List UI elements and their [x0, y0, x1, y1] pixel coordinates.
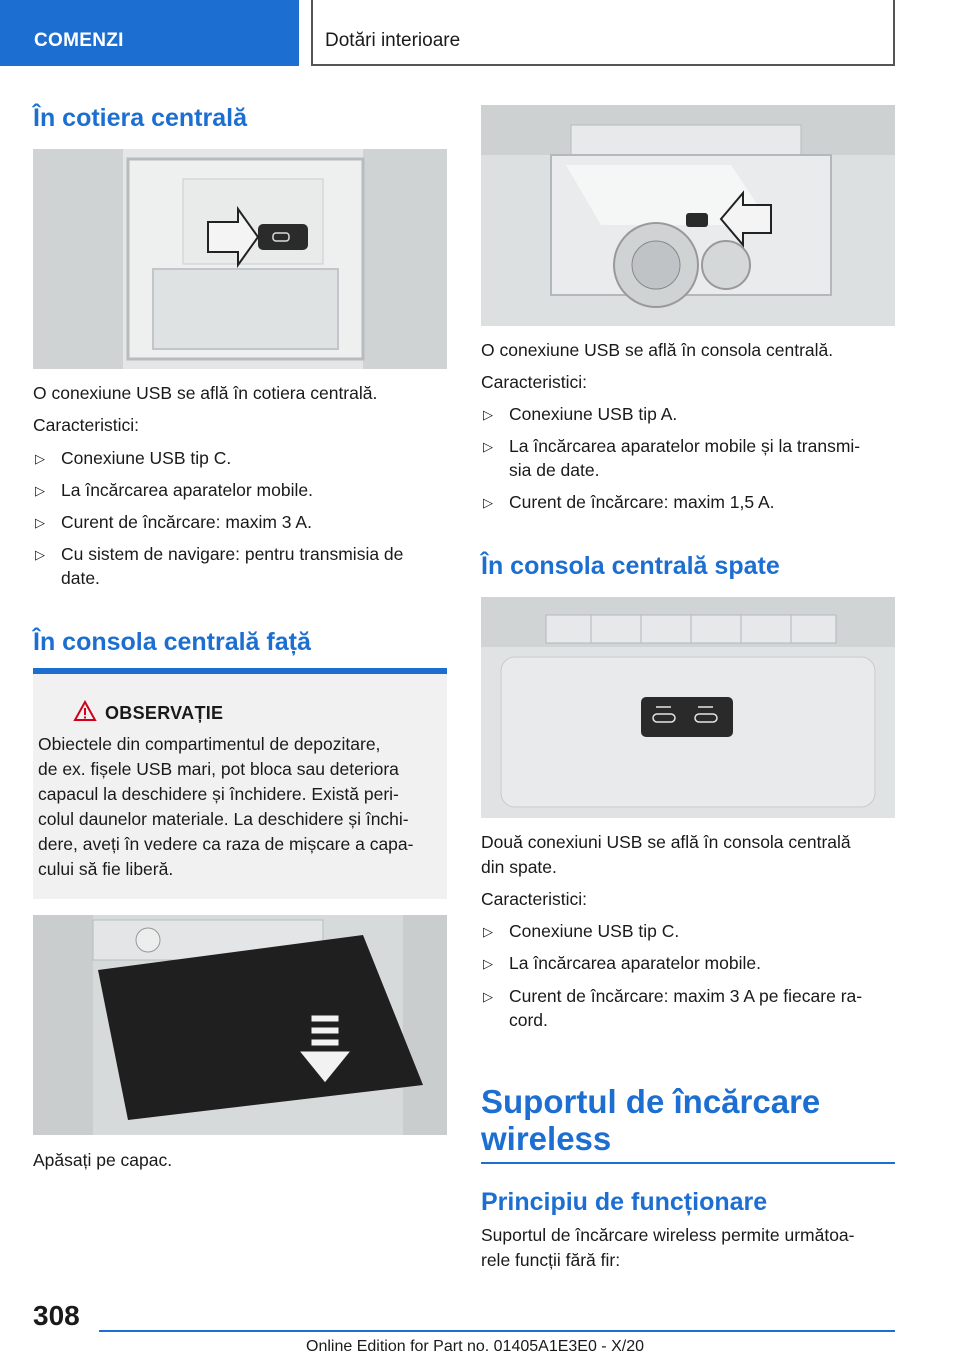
warning-title: OBSERVAȚIE	[105, 703, 224, 723]
list-item: ▷ Curent de încărcare: maxim 3 A pe fiecare ra-	[481, 984, 862, 1009]
rear-console-caption-line2: din spate.	[481, 857, 557, 877]
bullet-icon: ▷	[483, 924, 493, 939]
list-item: ▷ Conexiune USB tip A.	[481, 402, 677, 427]
warning-triangle-icon	[73, 700, 97, 722]
heading-wireless-charging: Suportul de încărcare wireless	[481, 1083, 821, 1157]
bullet-icon: ▷	[483, 439, 493, 454]
heading-operating-principle: Principiu de funcționare	[481, 1188, 768, 1216]
list-item-continuation: cord.	[509, 1010, 548, 1030]
wireless-body-line2: rele funcții fără fir:	[481, 1250, 621, 1270]
armrest-features-label: Caracteristici:	[33, 415, 139, 435]
wireless-body-line1: Suportul de încărcare wireless permite următoa-	[481, 1225, 855, 1245]
chapter-title: Dotări interioare	[325, 30, 461, 51]
rear-console-caption-line1: Două conexiuni USB se află în consola centrală	[481, 832, 851, 852]
section-tab	[0, 0, 299, 66]
bullet-icon: ▷	[483, 407, 493, 422]
list-item: ▷ La încărcarea aparatelor mobile și la transmi-	[481, 434, 860, 459]
heading-rear-console: În consola centrală spate	[481, 552, 780, 580]
heading-front-console: În consola centrală față	[33, 628, 311, 656]
armrest-usb-image	[33, 149, 447, 369]
center-console-usb-image	[481, 105, 895, 326]
list-item-continuation: date.	[61, 568, 100, 588]
list-item: ▷ Conexiune USB tip C.	[33, 446, 231, 471]
page-number: 308	[33, 1300, 80, 1331]
bullet-icon: ▷	[35, 515, 45, 530]
center-console-features-label: Caracteristici:	[481, 372, 587, 392]
front-console-cover-image	[33, 915, 447, 1135]
list-item: ▷ Curent de încărcare: maxim 3 A.	[33, 510, 312, 535]
armrest-caption: O conexiune USB se află în cotiera centrală.	[33, 383, 378, 403]
list-item: ▷ La încărcarea aparatelor mobile.	[481, 951, 761, 976]
section-title: COMENZI	[34, 30, 124, 51]
rear-console-features-label: Caracteristici:	[481, 889, 587, 909]
bullet-icon: ▷	[35, 483, 45, 498]
front-console-caption: Apăsați pe capac.	[33, 1150, 173, 1170]
heading-armrest: În cotiera centrală	[33, 104, 247, 132]
center-console-caption: O conexiune USB se află în consola centrală.	[481, 340, 834, 360]
bullet-icon: ▷	[35, 451, 45, 466]
bullet-icon: ▷	[483, 495, 493, 510]
bullet-icon: ▷	[483, 989, 493, 1004]
bullet-icon: ▷	[483, 956, 493, 971]
list-item-continuation: sia de date.	[509, 460, 600, 480]
footer-edition: Online Edition for Part no. 01405A1E3E0 - X/20	[306, 1338, 644, 1355]
rear-console-usb-image	[481, 597, 895, 818]
list-item: ▷ Conexiune USB tip C.	[481, 919, 679, 944]
section-divider	[481, 1162, 895, 1164]
chapter-header	[311, 0, 895, 66]
bullet-icon: ▷	[35, 547, 45, 562]
list-item: ▷ La încărcarea aparatelor mobile.	[33, 478, 313, 503]
footer-divider	[99, 1330, 895, 1332]
list-item: ▷ Curent de încărcare: maxim 1,5 A.	[481, 490, 775, 515]
warning-box	[33, 668, 447, 899]
warning-text: Obiectele din compartimentul de depozitare, de ex. fișele USB mari, pot bloca sau deteriora capacul la deschidere și închidere. Există peri- colul daunelor materiale. La deschidere și închi- dere, aveți în vedere ca raza de mișcare a capa- cului să fie liberă.	[38, 734, 414, 879]
list-item: ▷ Cu sistem de navigare: pentru transmisia de	[33, 542, 403, 567]
